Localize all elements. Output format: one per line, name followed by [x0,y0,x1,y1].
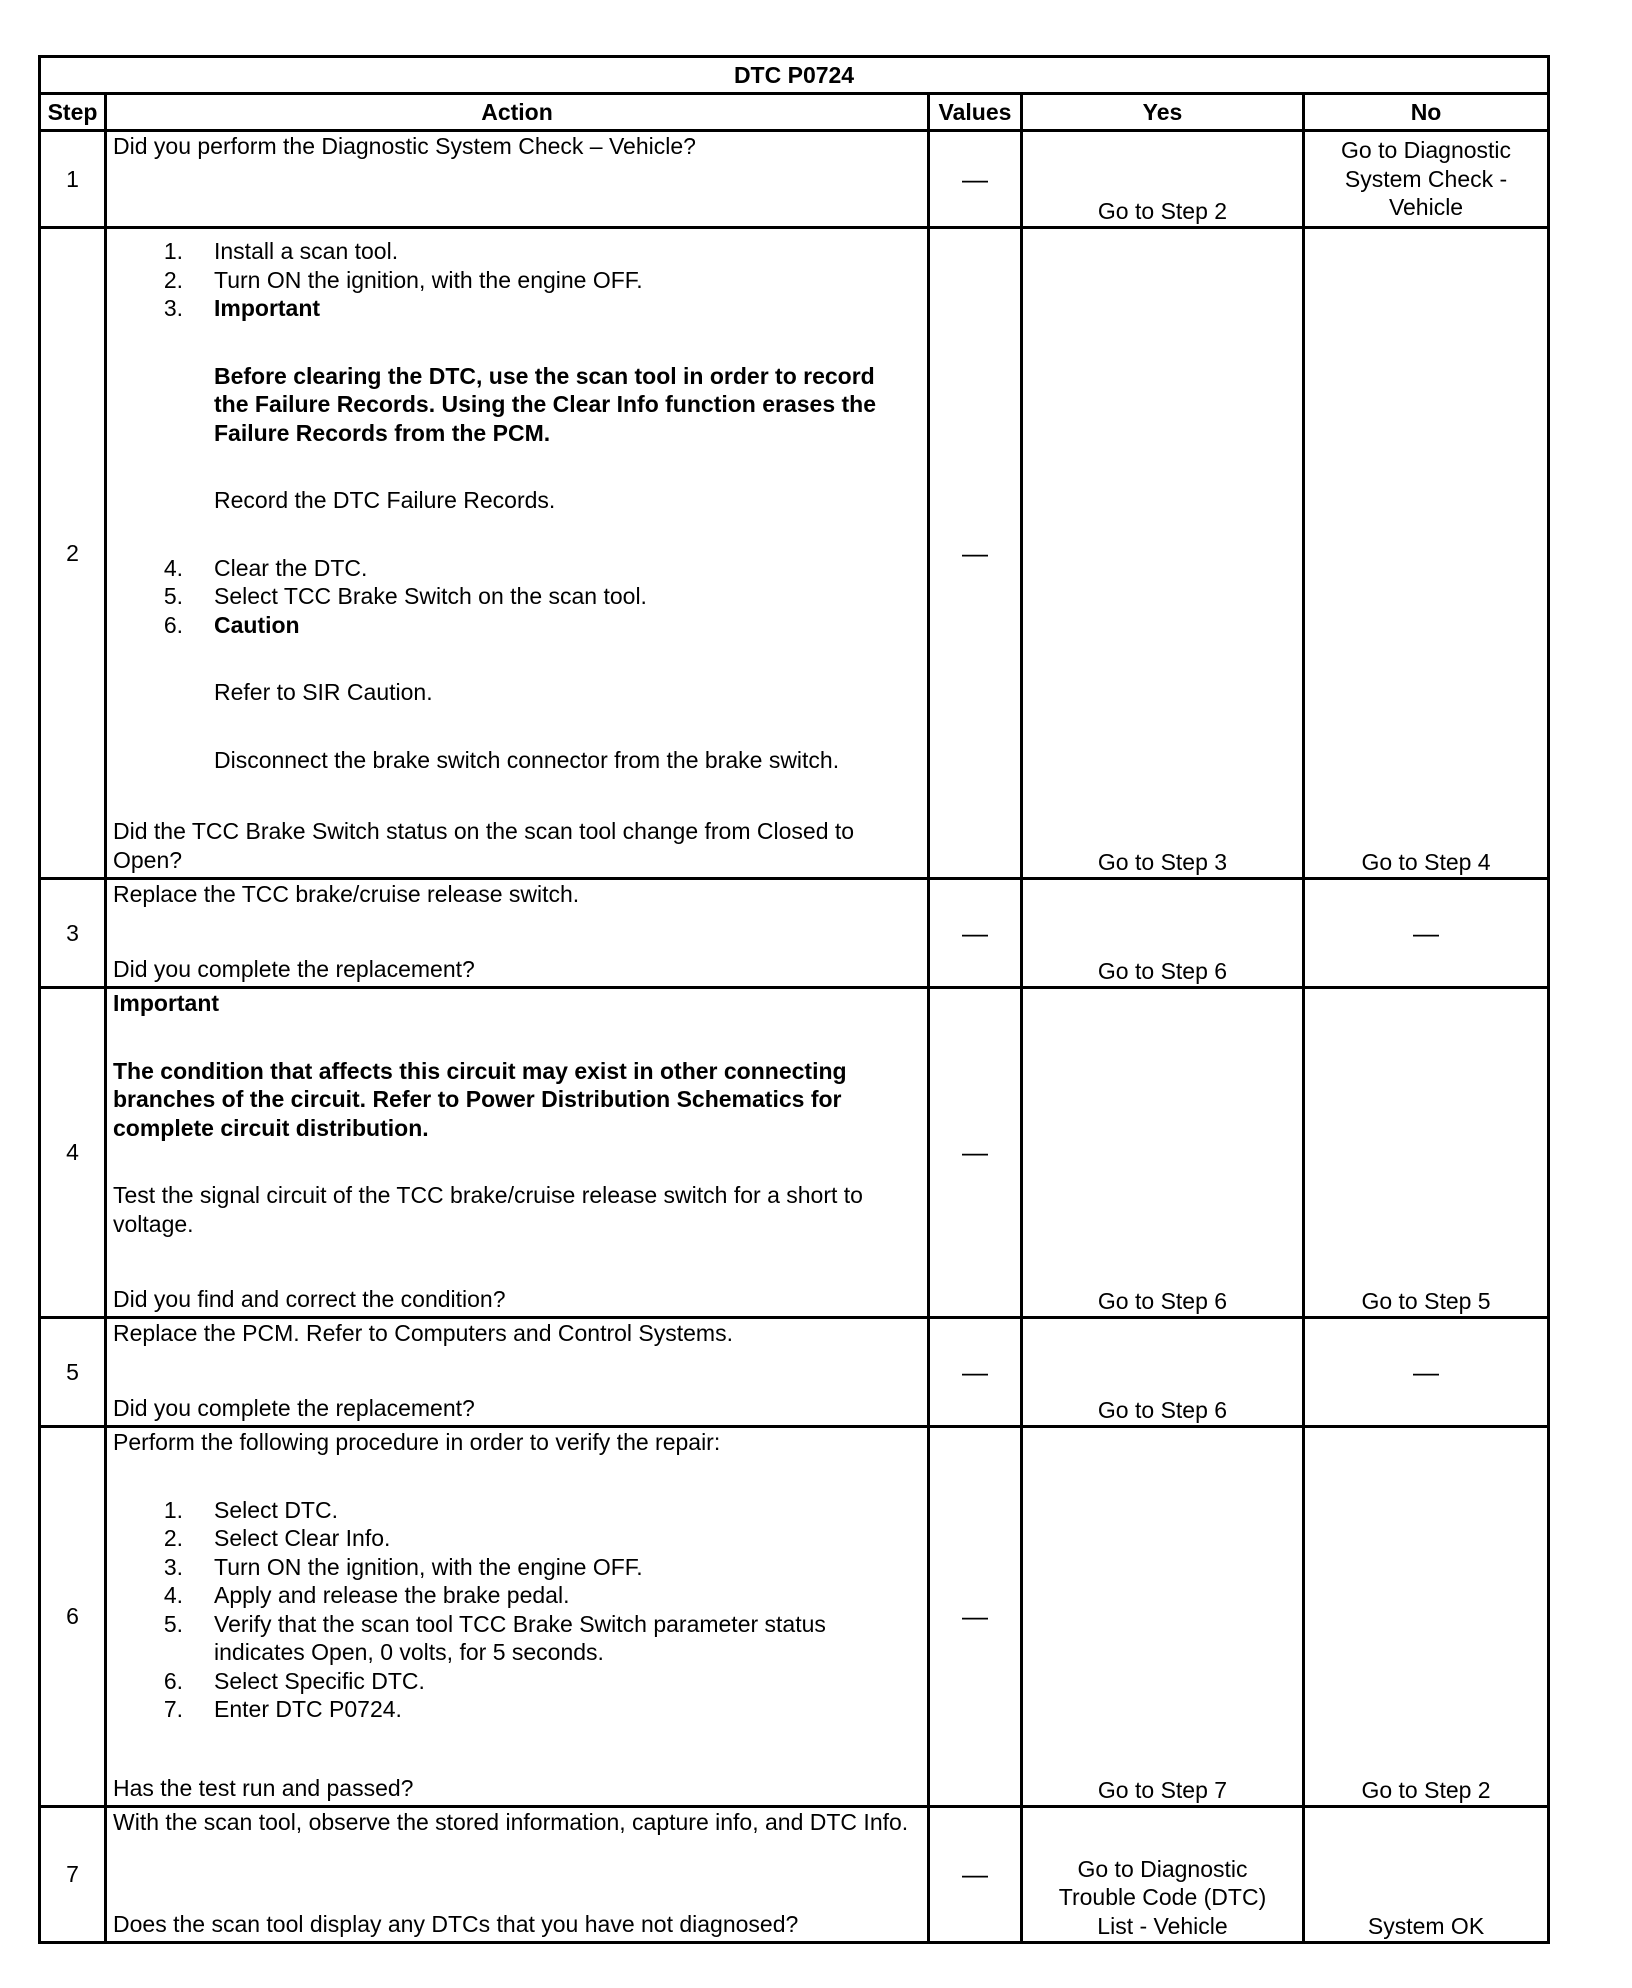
values-cell: — [929,1427,1022,1807]
item-number: 1. [163,238,183,264]
item-text: Turn ON the ignition, with the engine OFF. [214,1553,643,1580]
action-cell [106,1807,929,1943]
action-cell [106,988,929,1318]
list-item [113,554,921,583]
yes-cell: Go to Step 6 [1022,1318,1304,1427]
table-row [40,228,1549,879]
step-number: 5 [40,1318,106,1427]
no-cell: Go to Step 5 [1304,988,1549,1318]
action-text: Replace the PCM. Refer to Computers and Control Systems. [113,1320,733,1346]
list-item [113,1581,921,1610]
item-text: Select Clear Info. [214,1525,391,1551]
values-cell: — [929,988,1022,1318]
list-item [113,237,921,266]
item-number: 5. [163,583,183,609]
item-number: 3. [163,1553,183,1580]
list-item [113,1610,921,1667]
list-item [113,266,921,295]
action-text: Test the signal circuit of the TCC brake/cruise release switch for a short to voltage. [113,1182,863,1237]
values-cell: — [929,1318,1022,1427]
values-cell: — [929,1807,1022,1943]
action-cell [106,228,929,879]
list-item [113,1553,921,1582]
no-cell: Go to Step 4 [1304,228,1549,879]
caution-note: Refer to SIR Caution. [214,679,433,705]
header-step: Step [40,94,106,131]
step-number: 2 [40,228,106,879]
step-number: 7 [40,1807,106,1943]
table-row [40,1807,1549,1943]
item-text: Important [214,295,321,321]
step-number: 3 [40,879,106,988]
item-text: Select DTC. [214,1496,338,1523]
header-values: Values [929,94,1022,131]
item-text: Select TCC Brake Switch on the scan tool. [214,583,647,609]
action-cell [106,1427,929,1807]
question: Did the TCC Brake Switch status on the scan tool change from Closed to Open? [113,818,855,873]
table-row [40,1427,1549,1807]
item-text: Verify that the scan tool TCC Brake Switch parameter status indicates Open, 0 volts, for 5 seconds. [214,1610,826,1665]
step-number: 1 [40,131,106,228]
item-text: Apply and release the brake pedal. [214,1582,570,1608]
list-item [113,294,921,323]
no-cell: Go to Step 2 [1304,1427,1549,1807]
action-text: With the scan tool, observe the stored information, capture info, and DTC Info. [113,1809,909,1835]
no-cell: System OK [1304,1807,1549,1943]
record-step: Record the DTC Failure Records. [214,487,556,513]
no-cell: Go to Diagnostic System Check - Vehicle [1304,131,1549,228]
table-title: DTC P0724 [40,57,1549,94]
list-item [113,1524,921,1553]
item-number: 5. [163,1610,183,1637]
action-cell [106,131,929,228]
table-row [40,879,1549,988]
step-number: 6 [40,1427,106,1807]
dtc-table [38,55,1550,1944]
yes-cell: Go to Diagnostic Trouble Code (DTC) List - Vehicle [1022,1807,1304,1943]
yes-cell: Go to Step 6 [1022,879,1304,988]
question: Did you find and correct the condition? [113,1285,506,1312]
item-number: 4. [163,554,183,581]
list-item [113,1667,921,1696]
question: Has the test run and passed? [113,1774,414,1801]
yes-cell: Go to Step 7 [1022,1427,1304,1807]
yes-cell: Go to Step 2 [1022,131,1304,228]
item-text: Turn ON the ignition, with the engine OFF. [214,266,643,293]
action-text: Replace the TCC brake/cruise release switch. [113,881,580,907]
action-cell [106,1318,929,1427]
question: Did you complete the replacement? [113,955,475,982]
step-number: 4 [40,988,106,1318]
values-cell: — [929,131,1022,228]
values-cell: — [929,228,1022,879]
item-number: 2. [163,266,183,293]
no-cell: — [1304,879,1549,988]
item-number: 2. [163,1525,183,1551]
list-item [113,611,921,640]
question: Did you complete the replacement? [113,1394,475,1421]
action-cell [106,879,929,988]
table-row [40,1318,1549,1427]
item-text: Clear the DTC. [214,554,368,581]
yes-cell: Go to Step 6 [1022,988,1304,1318]
item-text: Caution [214,611,300,638]
item-number: 3. [163,295,183,321]
important-label: Important [113,990,220,1016]
item-number: 4. [163,1582,183,1608]
list-item [113,1496,921,1525]
header-action: Action [106,94,929,131]
values-cell: — [929,879,1022,988]
question: Does the scan tool display any DTCs that you have not diagnosed? [113,1910,799,1937]
important-note: The condition that affects this circuit may exist in other connecting branches of the circuit. Refer to Power Distribution Schematics for complete circuit distribution. [113,1057,847,1141]
item-text: Enter DTC P0724. [214,1696,402,1722]
no-cell: — [1304,1318,1549,1427]
header-no: No [1304,94,1549,131]
intro-text: Perform the following procedure in order to verify the repair: [113,1429,721,1455]
item-text: Install a scan tool. [214,238,399,264]
item-number: 6. [163,1667,183,1694]
table-row [40,131,1549,228]
list-item [113,1695,921,1724]
table-row [40,988,1549,1318]
list-item [113,582,921,611]
item-text: Select Specific DTC. [214,1667,425,1694]
item-number: 6. [163,611,183,638]
important-note: Before clearing the DTC, use the scan tool in order to record the Failure Records. Using the Clear Info function erases the Failure Records from the PCM. [214,362,877,446]
item-number: 1. [163,1496,183,1523]
disconnect-step: Disconnect the brake switch connector from the brake switch. [214,746,840,773]
item-number: 7. [163,1696,183,1722]
yes-cell: Go to Step 3 [1022,228,1304,879]
header-yes: Yes [1022,94,1304,131]
question: Did you perform the Diagnostic System Check – Vehicle? [113,133,696,159]
